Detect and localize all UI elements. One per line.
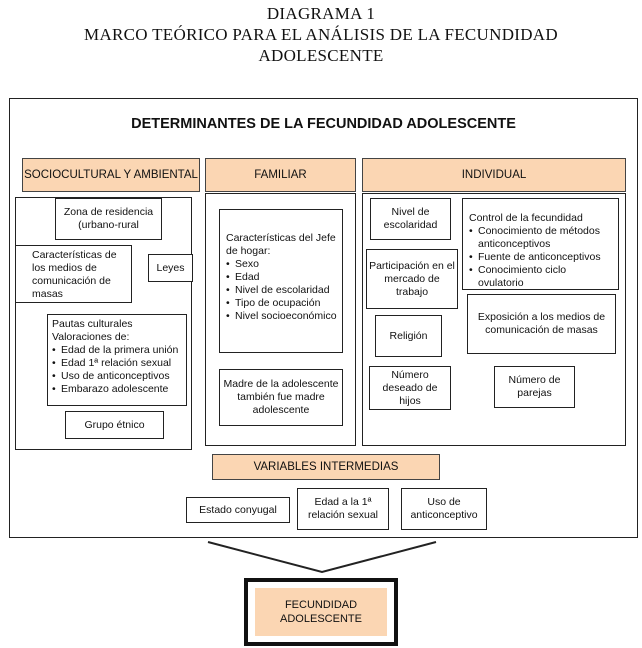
media-characteristics-box: Características de los medios de comunicación de masas: [15, 245, 132, 303]
residence-zone-detail: (urbano-rural: [78, 219, 139, 231]
laws-box: Leyes: [148, 254, 193, 282]
marital-status-box: Estado conyugal: [186, 497, 290, 523]
diagram-title-line-2: ADOLESCENTE: [258, 46, 384, 65]
final-outcome-line2: ADOLESCENTE: [280, 613, 362, 625]
labor-market-box: Participación en el mercado de trabajo: [366, 249, 458, 309]
residence-zone-label: Zona de residencia: [63, 206, 154, 218]
fertility-control-item: • Conocimiento ciclo ovulatorio: [469, 264, 614, 290]
fertility-control-title: Control de la fecundidad: [469, 212, 583, 224]
final-outcome-frame: [244, 578, 398, 646]
final-outcome-box: [255, 588, 387, 636]
fertility-control-item: • Conocimiento de métodos anticonceptivos: [469, 225, 614, 251]
household-head-title: Características del Jefe de hogar:: [226, 232, 336, 257]
header-intermediate-variables: VARIABLES INTERMEDIAS: [212, 454, 440, 480]
ethnic-group-box: Grupo étnico: [65, 411, 164, 439]
religion-box: Religión: [375, 315, 442, 357]
partners-number-box: Número de parejas: [494, 366, 575, 408]
header-familiar: FAMILIAR: [205, 158, 356, 192]
cultural-pattern-item: • Edad de la primera unión: [52, 344, 182, 357]
mother-adolescent-box: Madre de la adolescente también fue madre adolescente: [219, 369, 343, 426]
household-head-item: • Nivel socioeconómico: [226, 310, 338, 323]
cultural-pattern-item: • Embarazo adolescente: [52, 383, 182, 396]
schooling-level-box: Nivel de escolaridad: [370, 198, 451, 240]
household-head-item: • Sexo: [226, 258, 338, 271]
cultural-pattern-item: • Edad 1ª relación sexual: [52, 357, 182, 370]
header-individual: INDIVIDUAL: [362, 158, 626, 192]
cultural-patterns-title: Pautas culturales Valoraciones de:: [52, 318, 133, 343]
final-outcome-line1: FECUNDIDAD: [284, 599, 358, 611]
household-head-item: • Nivel de escolaridad: [226, 284, 338, 297]
contraceptive-use-box: Uso de anticonceptivo: [401, 488, 487, 530]
desired-children-box: Número deseado de hijos: [369, 366, 451, 410]
main-title: DETERMINANTES DE LA FECUNDIDAD ADOLESCENTE: [131, 116, 516, 132]
household-head-item: • Tipo de ocupación: [226, 297, 338, 310]
fertility-control-item: • Fuente de anticonceptivos: [469, 251, 614, 264]
header-sociocultural: SOCIOCULTURAL Y AMBIENTAL: [22, 158, 200, 192]
household-head-item: • Edad: [226, 271, 338, 284]
diagram-number: DIAGRAMA 1: [266, 4, 376, 23]
diagram-title-line: MARCO TEÓRICO PARA EL ANÁLISIS DE LA FECUNDIDAD: [84, 25, 558, 44]
media-exposure-box: Exposición a los medios de comunicación de masas: [467, 294, 616, 354]
cultural-pattern-item: • Uso de anticonceptivos: [52, 370, 182, 383]
first-sex-age-box: Edad a la 1ª relación sexual: [297, 488, 389, 530]
